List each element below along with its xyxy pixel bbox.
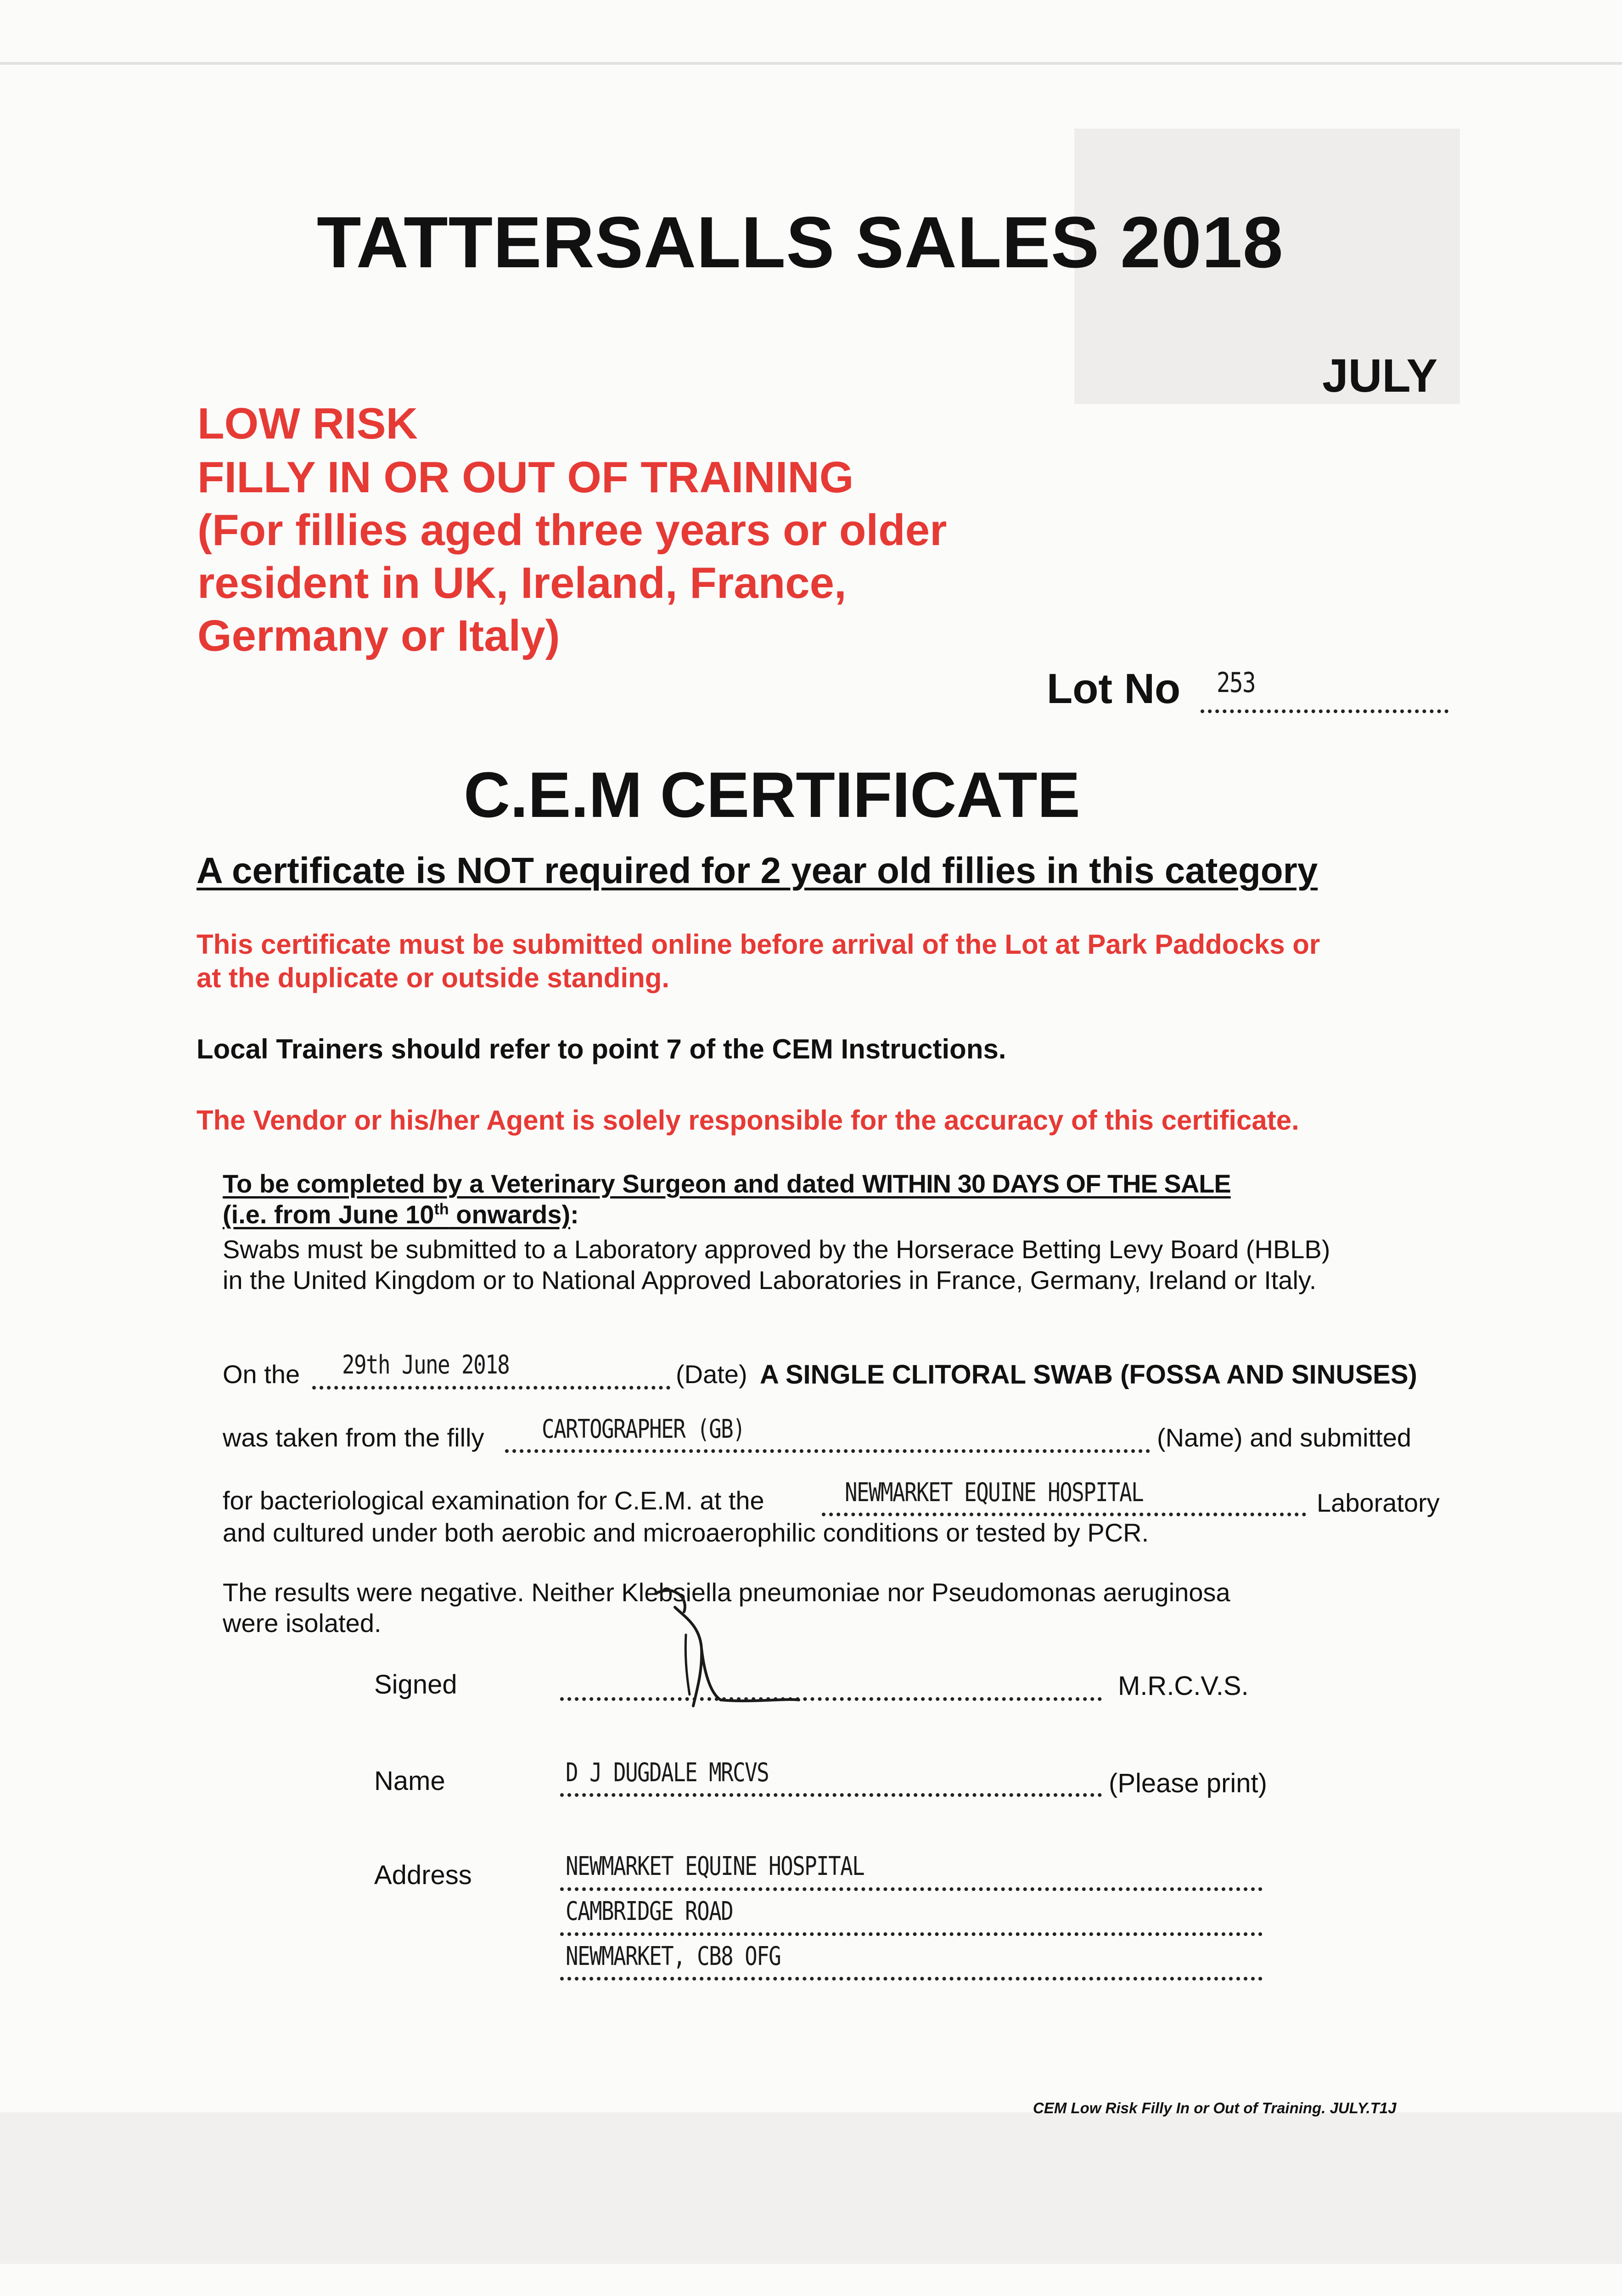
signature-dotline bbox=[560, 1697, 1102, 1701]
submit-online-line-2: at the duplicate or outside standing. bbox=[196, 962, 670, 993]
show-through-band bbox=[0, 2112, 1622, 2264]
submit-online-line-1: This certificate must be submitted online before arrival of the Lot at Park Paddocks or bbox=[196, 929, 1320, 960]
date-dotline bbox=[312, 1386, 670, 1390]
address-dotline-2 bbox=[560, 1932, 1263, 1936]
vet-name: D J DUGDALE MRCVS bbox=[566, 1758, 769, 1788]
name-dotline bbox=[560, 1793, 1102, 1797]
address-dotline-3 bbox=[560, 1977, 1263, 1981]
swab-text: A SINGLE CLITORAL SWAB (FOSSA AND SINUSES) bbox=[760, 1360, 1417, 1390]
results-line-1: The results were negative. Neither Klebsiella pneumoniae nor Pseudomonas aeruginosa bbox=[223, 1578, 1230, 1607]
mrcvs-label: M.R.C.V.S. bbox=[1118, 1671, 1249, 1701]
filly-name: CARTOGRAPHER (GB) bbox=[542, 1414, 745, 1444]
bacteriological-label: for bacteriological examination for C.E.M. at the bbox=[223, 1486, 764, 1515]
vet-signature bbox=[647, 1580, 822, 1717]
address-line-1: NEWMARKET EQUINE HOSPITAL bbox=[566, 1851, 864, 1881]
top-edge-line bbox=[0, 62, 1622, 65]
name-submitted-label: (Name) and submitted bbox=[1157, 1423, 1412, 1452]
category-line-4: resident in UK, Ireland, France, bbox=[197, 558, 847, 608]
vet-heading-sup: th bbox=[434, 1200, 449, 1218]
address-line-3: NEWMARKET, CB8 OFG bbox=[566, 1941, 781, 1971]
date-value: 29th June 2018 bbox=[342, 1350, 510, 1380]
address-line-2: CAMBRIDGE ROAD bbox=[566, 1896, 733, 1926]
footer-reference: CEM Low Risk Filly In or Out of Training. JULY.T1J bbox=[1033, 2099, 1397, 2116]
swabs-line-2: in the United Kingdom or to National Approved Laboratories in France, Germany, Ireland or Italy. bbox=[223, 1266, 1317, 1294]
sale-month: JULY bbox=[1322, 349, 1438, 402]
on-the-label: On the bbox=[223, 1360, 300, 1389]
vet-heading-line-1 bbox=[223, 1169, 1231, 1199]
signed-label: Signed bbox=[374, 1670, 457, 1699]
category-line-3: (For fillies aged three years or older bbox=[197, 506, 947, 555]
vet-heading-deadline: WITHIN 30 DAYS OF THE SALE bbox=[862, 1169, 1231, 1198]
category-line-5: Germany or Italy) bbox=[197, 611, 560, 660]
lot-dotline bbox=[1201, 709, 1448, 713]
address-dotline-1 bbox=[560, 1887, 1263, 1891]
vet-heading-line-2 bbox=[223, 1199, 579, 1229]
category-line-1: LOW RISK bbox=[197, 399, 418, 448]
lot-label: Lot No bbox=[1047, 665, 1181, 712]
vet-heading-onwards: onwards) bbox=[449, 1200, 571, 1229]
laboratory-dotline bbox=[822, 1513, 1306, 1516]
taken-from-label: was taken from the filly bbox=[223, 1423, 484, 1452]
vet-heading-text: To be completed by a Veterinary Surgeon and dated bbox=[223, 1169, 863, 1198]
laboratory-label: Laboratory bbox=[1317, 1488, 1440, 1517]
date-label: (Date) bbox=[676, 1360, 747, 1389]
vet-heading-colon: : bbox=[570, 1200, 579, 1229]
laboratory-value: NEWMARKET EQUINE HOSPITAL bbox=[845, 1478, 1144, 1508]
category-line-2: FILLY IN OR OUT OF TRAINING bbox=[197, 453, 854, 502]
results-line-2: were isolated. bbox=[223, 1609, 382, 1638]
lot-number: 253 bbox=[1217, 667, 1255, 699]
swabs-line-1: Swabs must be submitted to a Laboratory approved by the Horserace Betting Levy Board (HBLB) bbox=[223, 1235, 1330, 1264]
local-trainers-note: Local Trainers should refer to point 7 of the CEM Instructions. bbox=[196, 1034, 1006, 1064]
vet-heading-date: (i.e. from June 10 bbox=[223, 1200, 434, 1229]
sale-title: TATTERSALLS SALES 2018 bbox=[317, 202, 1284, 283]
certificate-title: C.E.M CERTIFICATE bbox=[464, 759, 1080, 831]
vendor-responsible-note: The Vendor or his/her Agent is solely responsible for the accuracy of this certificate. bbox=[196, 1105, 1299, 1136]
not-required-note: A certificate is NOT required for 2 year old fillies in this category bbox=[196, 850, 1318, 891]
address-label: Address bbox=[374, 1860, 472, 1890]
name-label: Name bbox=[374, 1766, 445, 1796]
cultured-note: and cultured under both aerobic and microaerophilic conditions or tested by PCR. bbox=[223, 1518, 1149, 1547]
filly-dotline bbox=[505, 1449, 1150, 1453]
please-print-label: (Please print) bbox=[1109, 1768, 1267, 1798]
